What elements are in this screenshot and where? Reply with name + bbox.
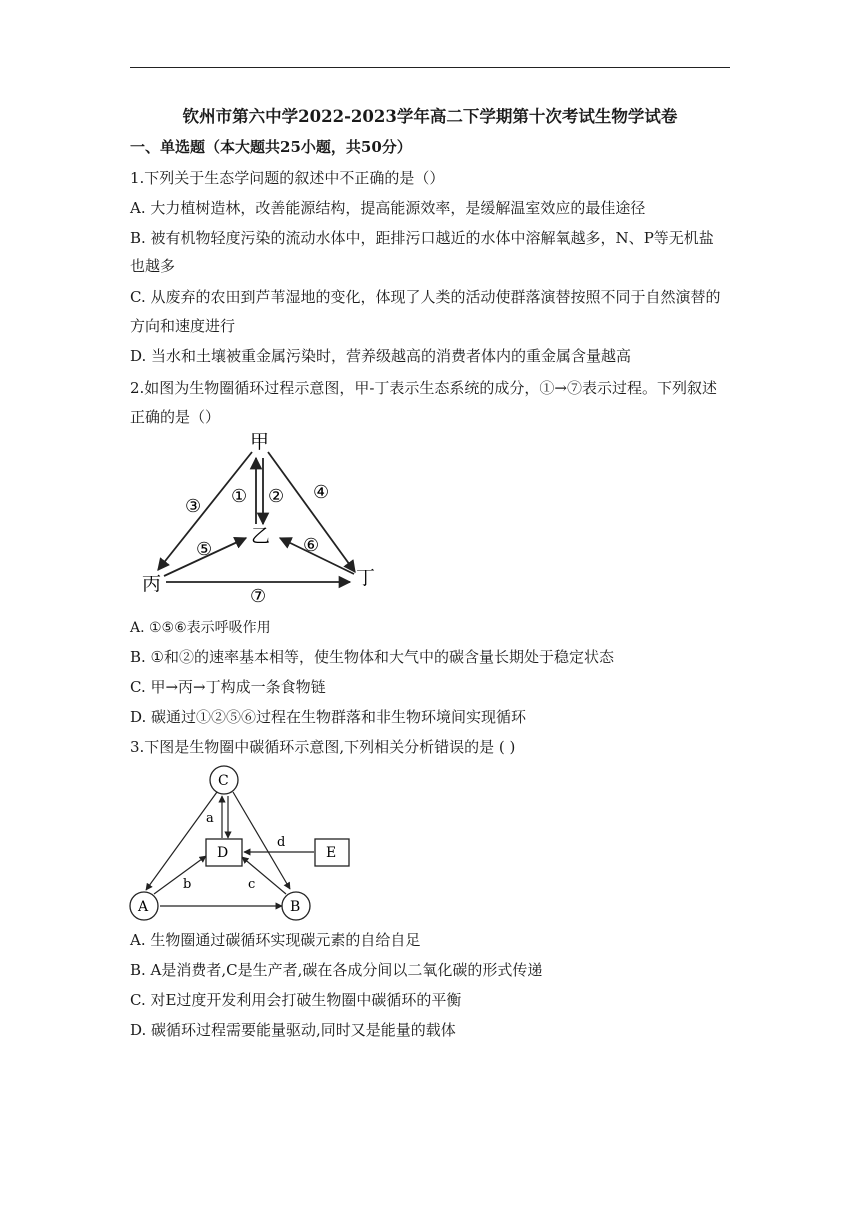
arrow-a-to-d <box>154 856 206 894</box>
label-n3: ③ <box>185 496 202 517</box>
label-n1: ① <box>231 486 248 507</box>
label-n5: ⑤ <box>196 539 213 560</box>
q2-stem-line2: 正确的是（） <box>130 408 221 426</box>
node-jia: 甲 <box>250 431 270 453</box>
q3-option-d: D. 碳循环过程需要能量驱动,同时又是能量的载体 <box>130 1021 456 1039</box>
q1-option-a: A. 大力植树造林，改善能源结构，提高能源效率，是缓解温室效应的最佳途径 <box>130 199 646 217</box>
node-c-label: C <box>218 773 229 789</box>
label-n4: ④ <box>313 482 330 503</box>
q2-option-c: C. 甲→丙→丁构成一条食物链 <box>130 678 326 696</box>
edge-c-label: c <box>248 877 256 892</box>
node-a-label: A <box>138 899 149 915</box>
q3-option-c: C. 对E过度开发利用会打破生物圈中碳循环的平衡 <box>130 991 462 1009</box>
q3-option-b: B. A是消费者,C是生产者,碳在各成分间以二氧化碳的形式传递 <box>130 961 543 979</box>
q3-stem: 3.下图是生物圈中碳循环示意图,下列相关分析错误的是 ( ) <box>130 738 516 756</box>
q1-stem: 1.下列关于生态学问题的叙述中不正确的是（） <box>130 169 445 187</box>
header-rule <box>130 67 730 68</box>
node-e-label: E <box>326 845 337 861</box>
q1-option-b-line2: 也越多 <box>130 257 176 275</box>
edge-b-label: b <box>183 877 192 892</box>
section-heading: 一、单选题（本大题共25小题，共50分） <box>130 138 412 156</box>
q3-carbon-cycle-diagram <box>126 762 366 924</box>
node-d-label: D <box>217 845 229 861</box>
q1-option-d: D. 当水和土壤被重金属污染时，营养级越高的消费者体内的重金属含量越高 <box>130 347 632 365</box>
q2-stem-line1: 2.如图为生物圈循环过程示意图，甲-丁表示生态系统的成分，①→⑦表示过程。下列叙述 <box>130 379 717 397</box>
node-bing: 丙 <box>142 573 162 595</box>
label-n6: ⑥ <box>303 535 320 556</box>
edge-a-label: a <box>206 811 214 826</box>
node-ding: 丁 <box>356 567 376 589</box>
q1-option-c-line2: 方向和速度进行 <box>130 317 236 335</box>
node-yi: 乙 <box>251 525 271 547</box>
q2-cycle-diagram <box>130 428 380 613</box>
q2-option-d: D. 碳通过①②⑤⑥过程在生物群落和非生物环境间实现循环 <box>130 708 527 726</box>
label-n7: ⑦ <box>250 586 267 607</box>
page-title: 钦州市第六中学2022-2023学年高二下学期第十次考试生物学试卷 <box>182 107 678 126</box>
edge-d-label: d <box>277 835 286 850</box>
q3-option-a: A. 生物圈通过碳循环实现碳元素的自给自足 <box>130 931 421 949</box>
q2-option-a: A. ①⑤⑥表示呼吸作用 <box>130 620 271 636</box>
q1-option-c-line1: C. 从废弃的农田到芦苇湿地的变化，体现了人类的活动使群落演替按照不同于自然演替的 <box>130 288 721 306</box>
label-n2: ② <box>268 486 285 507</box>
q1-option-b-line1: B. 被有机物轻度污染的流动水体中，距排污口越近的水体中溶解氧越多，N、P等无机盐 <box>130 229 714 247</box>
node-b-label: B <box>290 899 301 915</box>
q2-option-b: B. ①和②的速率基本相等，使生物体和大气中的碳含量长期处于稳定状态 <box>130 648 615 666</box>
